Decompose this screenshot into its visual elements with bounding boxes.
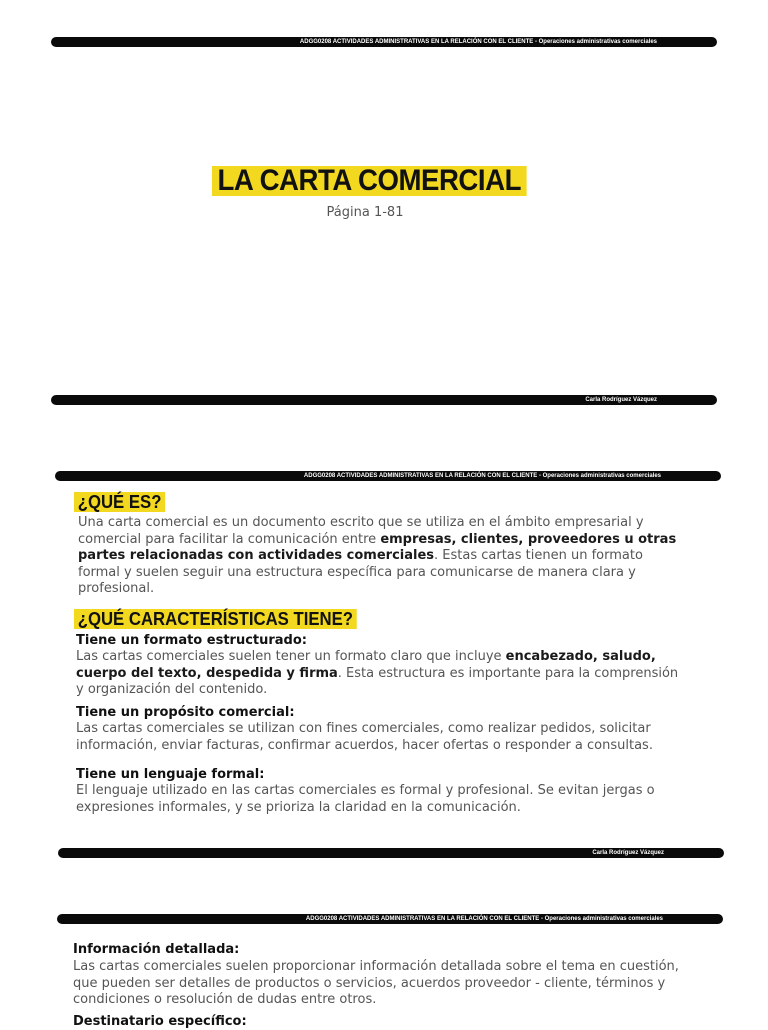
text: Las cartas comerciales suelen tener un formato claro que incluye	[76, 649, 506, 664]
header-bar	[51, 37, 717, 47]
header-text: ADGG0208 ACTIVIDADES ADMINISTRATIVAS EN LA RELACIÓN CON EL CLIENTE - Operaciones administrativas comerciales	[305, 916, 663, 922]
item-title: Destinatario específico:	[73, 1014, 247, 1029]
page-title: LA CARTA COMERCIAL	[212, 166, 527, 196]
header-text: ADGG0208 ACTIVIDADES ADMINISTRATIVAS EN LA RELACIÓN CON EL CLIENTE - Operaciones administrativas comerciales	[303, 473, 661, 479]
section-heading-caracteristicas: ¿QUÉ CARACTERÍSTICAS TIENE?	[74, 609, 357, 629]
footer-bar	[51, 395, 717, 405]
paragraph-que-es	[78, 515, 688, 598]
footer-author: Carla Rodríguez Vázquez	[585, 397, 657, 403]
text: . Estas cartas tienen un formato formal y suelen seguir una estructura específica para comunicarse de manera clara y profesional.	[78, 548, 643, 596]
section-heading-que-es: ¿QUÉ ES?	[74, 492, 165, 512]
item-text: Las cartas comerciales suelen proporcionar información detallada sobre el tema en cuestión, que pueden ser detalles de productos o servicios, acuerdos proveedor - cliente, términos y condiciones o resolución de dudas entre otros.	[73, 959, 679, 1007]
footer-bar	[58, 848, 724, 858]
footer-author: Carla Rodríguez Vázquez	[592, 850, 664, 856]
text: Una carta comercial es un documento escrito que se utiliza en el ámbito empresarial y comercial para facilitar la comunicación entre	[78, 515, 644, 547]
item-title: Información detallada:	[73, 942, 240, 957]
page-subtitle: Página 1-81	[326, 205, 404, 220]
item-title: Tiene un formato estructurado:	[76, 633, 307, 648]
item-title: Tiene un lenguaje formal:	[76, 767, 265, 782]
text: . Esta estructura es importante para la comprensión y organización del contenido.	[76, 665, 679, 697]
item-text: Las cartas comerciales se utilizan con fines comerciales, como realizar pedidos, solicitar información, enviar facturas, confirmar acuerdos, hacer ofertas o responder a consultas.	[76, 721, 653, 753]
text-bold: encabezado, saludo, cuerpo del texto, despedida y firma	[76, 649, 656, 681]
header-text: ADGG0208 ACTIVIDADES ADMINISTRATIVAS EN LA RELACIÓN CON EL CLIENTE - Operaciones administrativas comerciales	[299, 39, 657, 45]
header-bar	[57, 914, 723, 924]
item-title: Tiene un propósito comercial:	[76, 705, 295, 720]
text-bold: empresas, clientes, proveedores u otras partes relacionadas con actividades comerciales	[78, 531, 677, 563]
item-text	[76, 649, 686, 699]
item-text: El lenguaje utilizado en las cartas comerciales es formal y profesional. Se evitan jergas o expresiones informales, y se prioriza la claridad en la comunicación.	[76, 783, 655, 815]
header-bar	[55, 471, 721, 481]
